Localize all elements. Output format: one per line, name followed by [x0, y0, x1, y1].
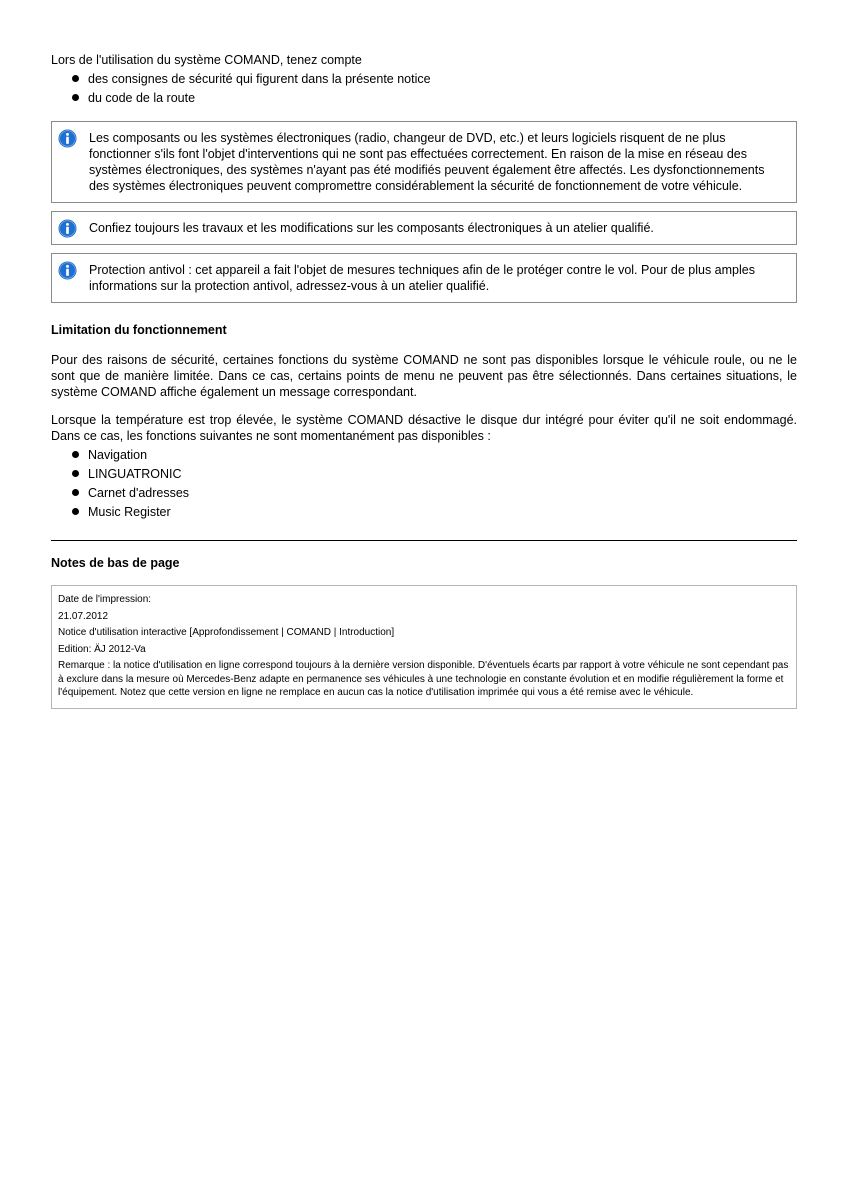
- list-item: [51, 447, 797, 463]
- list-item: [51, 71, 797, 87]
- list-item-text: Navigation: [88, 448, 148, 462]
- list-item-text: LINGUATRONIC: [88, 467, 182, 481]
- list-item: [51, 90, 797, 106]
- document-page: [51, 52, 797, 709]
- info-icon: [58, 129, 77, 148]
- bullet-icon: [72, 489, 79, 496]
- info-note-workshop: [51, 211, 797, 245]
- intro-bullet-list: [51, 71, 797, 106]
- print-date-value: 21.07.2012: [58, 610, 109, 622]
- list-item: [51, 504, 797, 520]
- limitation-paragraph-1: Pour des raisons de sécurité, certaines fonctions du système COMAND ne sont pas disponibles lorsque le véhicule roule, ou ne le sont que de manière limitée. Dans ce cas, certains points de menu ne peuvent pas être sélectionnés. Dans certaines situations, le système COMAND affiche également un message correspondant.: [51, 353, 797, 399]
- limitation-paragraph-2: Lorsque la température est trop élevée, le système COMAND désactive le disque dur intégré pour éviter qu'il ne soit endommagé. Dans ce cas, les fonctions suivantes ne sont momentanément pas disponibles :: [51, 413, 797, 443]
- bullet-icon: [72, 451, 79, 458]
- remark-text: Remarque : la notice d'utilisation en ligne correspond toujours à la dernière version disponible. D'éventuels écarts par rapport à votre véhicule ne sont cependant pas à exclure dans la mesure où Mercedes-Benz adapte en permanence ses véhicules à une technologie en constante évolution et en modifie régulièrement la forme et l'équipement. Notez que cette version en ligne ne remplace en aucun cas la notice d'utilisation imprimée qui vous a été remise avec le véhicule.: [58, 660, 789, 698]
- list-item: [51, 466, 797, 482]
- footnote-box: [51, 585, 797, 709]
- note-text: Les composants ou les systèmes électroniques (radio, changeur de DVD, etc.) et leurs logiciels risquent de ne plus fonctionner s'ils font l'objet d'interventions qui ne sont pas effectuées correctement. En raison de la mise en réseau des systèmes électroniques, des systèmes n'ayant pas été modifiés peuvent également être affectés. Les dysfonctionnements des systèmes électroniques peuvent compromettre considérablement la sécurité de fonctionnement de votre véhicule.: [89, 131, 765, 193]
- section-heading-limitation: Limitation du fonctionnement: [51, 323, 227, 337]
- print-date-label: Date de l'impression:: [58, 594, 152, 605]
- bullet-icon: [72, 470, 79, 477]
- info-note-electronics: [51, 121, 797, 203]
- note-text: Confiez toujours les travaux et les modifications sur les composants électroniques à un atelier qualifié.: [89, 221, 654, 235]
- list-item: [51, 485, 797, 501]
- info-icon: [58, 261, 77, 280]
- section-heading-footnotes: Notes de bas de page: [51, 556, 180, 570]
- list-item-text: du code de la route: [88, 91, 196, 105]
- bullet-icon: [72, 94, 79, 101]
- intro-text: Lors de l'utilisation du système COMAND, tenez compte: [51, 53, 362, 67]
- bullet-icon: [72, 508, 79, 515]
- list-item-text: Carnet d'adresses: [88, 486, 190, 500]
- list-item-text: Music Register: [88, 505, 171, 519]
- info-icon: [58, 219, 77, 238]
- unavailable-functions-list: [51, 447, 797, 520]
- list-item-text: des consignes de sécurité qui figurent dans la présente notice: [88, 72, 431, 86]
- note-text: Protection antivol : cet appareil a fait l'objet de mesures techniques afin de le protéger contre le vol. Pour de plus amples informations sur la protection antivol, adressez-vous à un atelier qualifié.: [89, 263, 755, 293]
- edition-text: Edition: ÄJ 2012-Va: [58, 643, 146, 655]
- info-note-antitheft: [51, 253, 797, 303]
- manual-reference: Notice d'utilisation interactive [Approfondissement | COMAND | Introduction]: [58, 627, 395, 638]
- bullet-icon: [72, 75, 79, 82]
